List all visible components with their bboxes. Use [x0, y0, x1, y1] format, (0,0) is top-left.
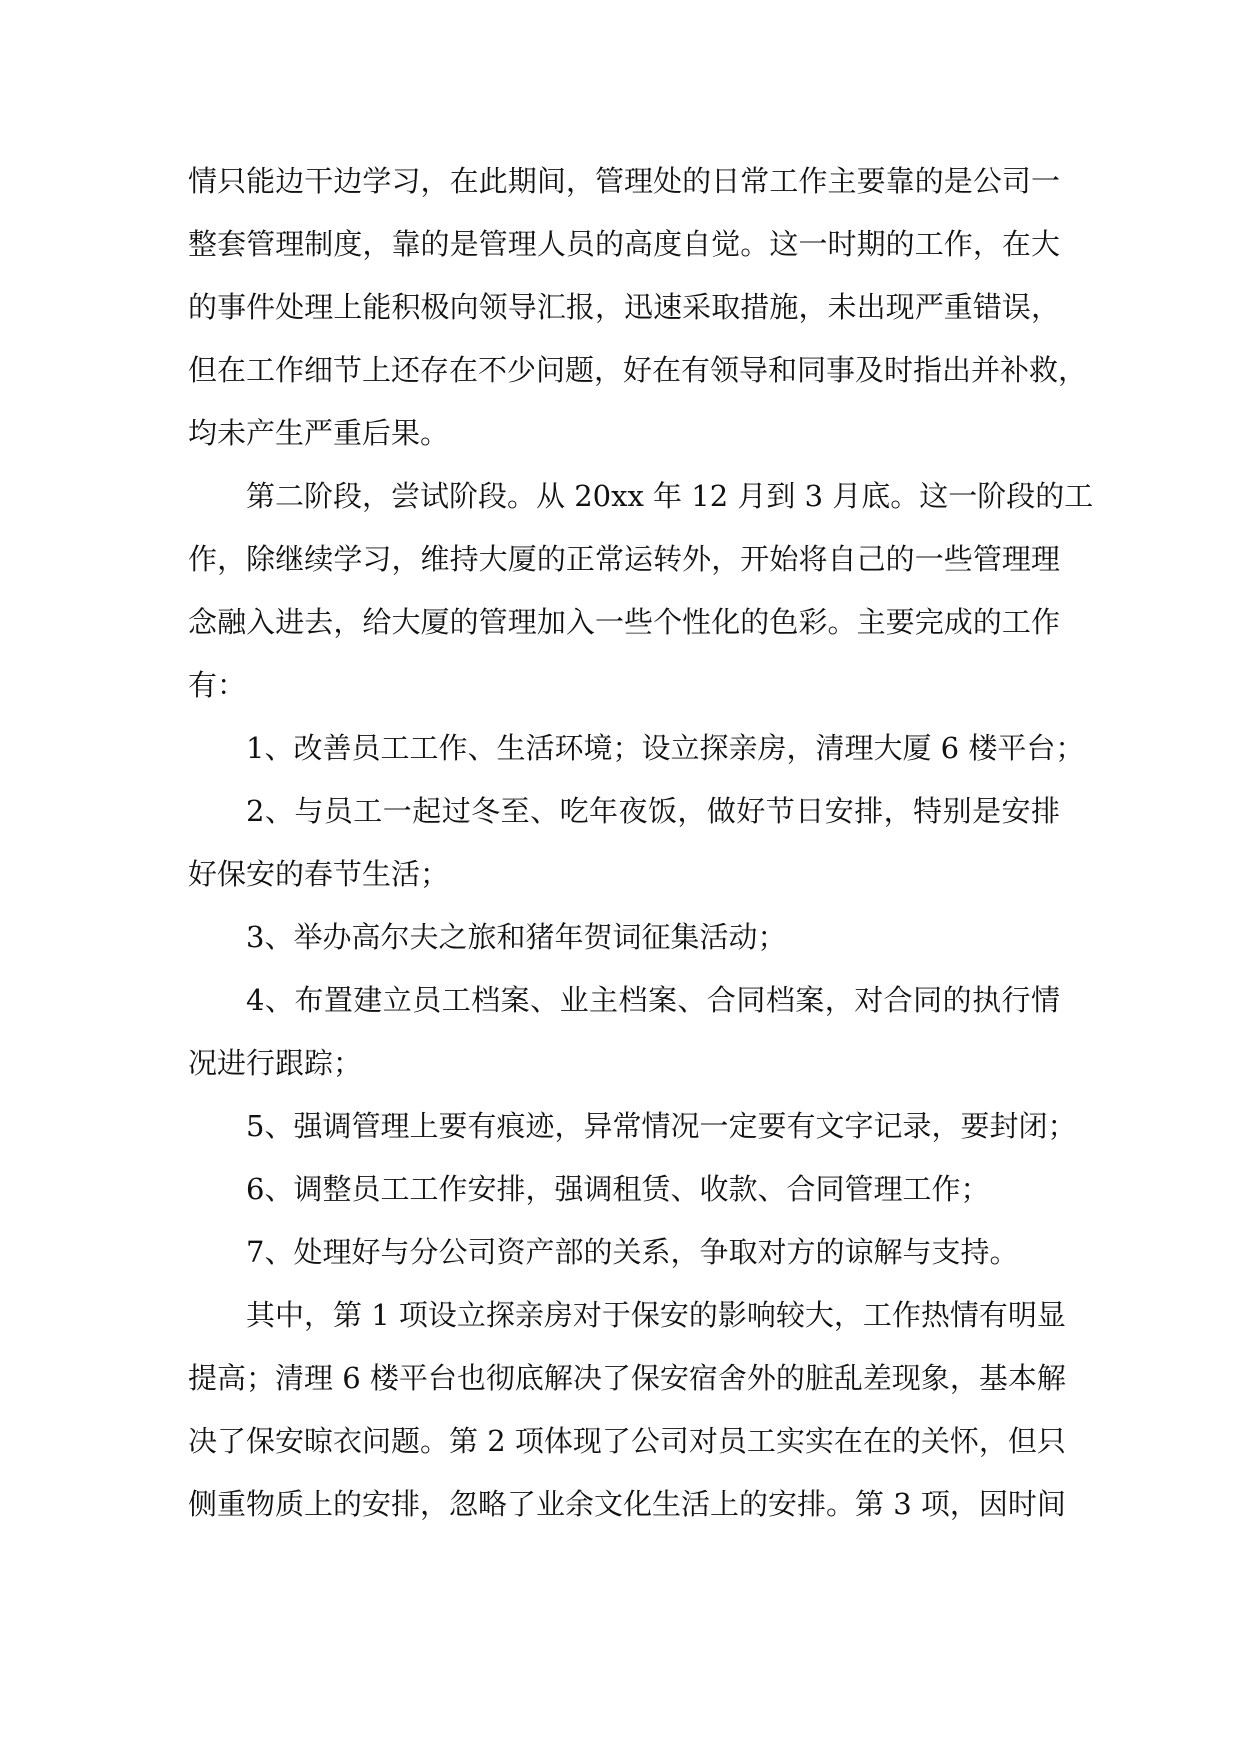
text-line: 好保安的春节生活； — [188, 857, 450, 891]
text-line: 4、布置建立员工档案、业主档案、合同档案，对合同的执行情 — [246, 983, 1060, 1017]
text-line: 整套管理制度，靠的是管理人员的高度自觉。这一时期的工作，在大 — [188, 227, 1060, 261]
text-line: 作，除继续学习，维持大厦的正常运转外，开始将自己的一些管理理 — [188, 542, 1060, 576]
text-line: 情只能边干边学习，在此期间，管理处的日常工作主要靠的是公司一 — [188, 164, 1060, 198]
text-line: 有： — [188, 668, 247, 702]
text-line: 6、调整员工工作安排，强调租赁、收款、合同管理工作； — [246, 1172, 990, 1206]
text-line: 第二阶段，尝试阶段。从 20xx 年 12 月到 3 月底。这一阶段的工 — [246, 479, 1094, 513]
text-line: 况进行跟踪； — [188, 1046, 363, 1080]
document-body — [188, 150, 1094, 1536]
text-line: 其中，第 1 项设立探亲房对于保安的影响较大，工作热情有明显 — [246, 1298, 1066, 1332]
text-line: 决了保安晾衣问题。第 2 项体现了公司对员工实实在在的关怀，但只 — [188, 1424, 1066, 1458]
text-line: 5、强调管理上要有痕迹，异常情况一定要有文字记录，要封闭； — [246, 1109, 1077, 1143]
text-line: 1、改善员工工作、生活环境；设立探亲房，清理大厦 6 楼平台； — [246, 731, 1085, 765]
text-line: 均未产生严重后果。 — [188, 416, 450, 450]
text-line: 提高；清理 6 楼平台也彻底解决了保安宿舍外的脏乱差现象，基本解 — [188, 1361, 1066, 1395]
text-line: 3、举办高尔夫之旅和猪年贺词征集活动； — [246, 920, 787, 954]
text-line: 侧重物质上的安排，忽略了业余文化生活上的安排。第 3 项，因时间 — [188, 1487, 1066, 1521]
text-line: 的事件处理上能积极向领导汇报，迅速采取措施，未出现严重错误， — [188, 290, 1060, 324]
text-line: 2、与员工一起过冬至、吃年夜饭，做好节日安排，特别是安排 — [246, 794, 1060, 828]
text-line: 但在工作细节上还存在不少问题，好在有领导和同事及时指出并补救， — [188, 353, 1088, 387]
text-line: 念融入进去，给大厦的管理加入一些个性化的色彩。主要完成的工作 — [188, 605, 1060, 639]
text-line: 7、处理好与分公司资产部的关系，争取对方的谅解与支持。 — [246, 1235, 1019, 1269]
